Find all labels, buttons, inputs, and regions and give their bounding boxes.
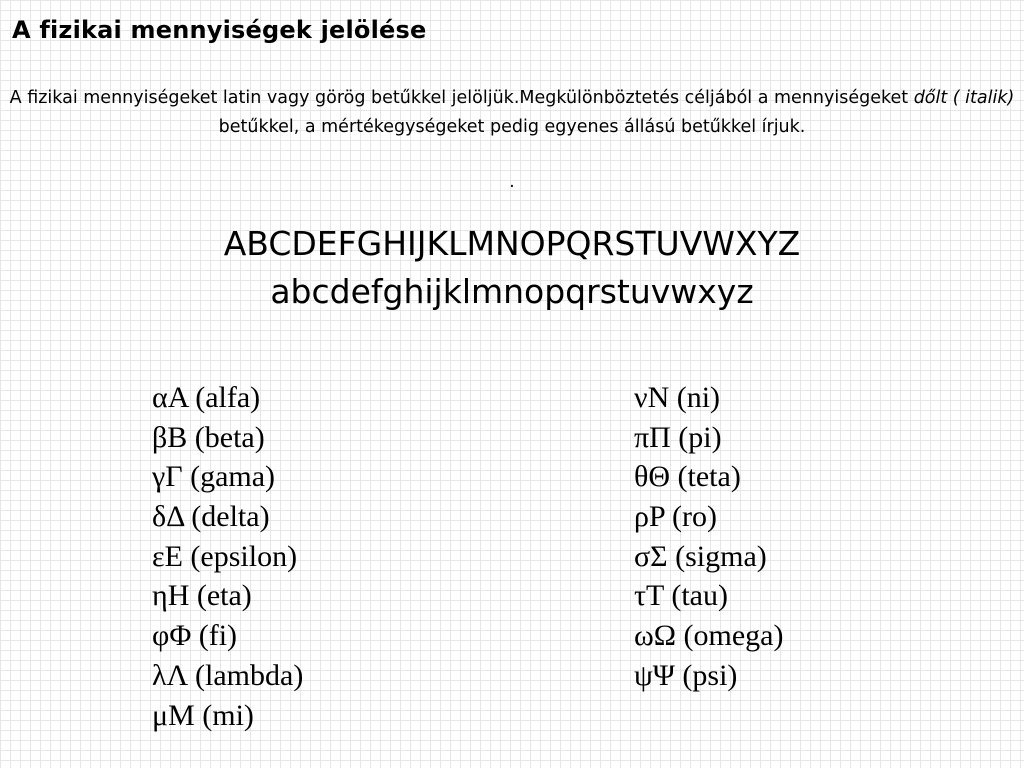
latin-lowercase-alphabet: abcdefghijklmnopqrstuvwxyz xyxy=(270,272,754,311)
greek-letter-sigma: σΣ (sigma) xyxy=(634,539,767,573)
greek-letter-fi: φΦ (fi) xyxy=(152,619,238,653)
greek-letter-eta: ηH (eta) xyxy=(152,579,252,613)
page-title: A fizikai mennyiségek jelölése xyxy=(12,16,427,44)
greek-letter-delta: δΔ (delta) xyxy=(152,500,270,534)
intro-dot: . xyxy=(509,172,515,192)
greek-letter-tau: τT (tau) xyxy=(634,579,728,613)
greek-letter-pi: πΠ (pi) xyxy=(634,420,722,454)
greek-letter-omega: ωΩ (omega) xyxy=(634,619,784,653)
greek-letter-psi: ψΨ (psi) xyxy=(634,658,738,692)
intro-text-end: betűkkel, a mértékegységeket pedig egyenes állású betűkkel írjuk. xyxy=(218,117,806,137)
greek-letters-right-column xyxy=(634,378,784,696)
intro-text-start: A fizikai mennyiségeket latin vagy görög betűkkel jelöljük.Megkülönböztetés céljából a mennyiségeket xyxy=(9,88,914,108)
greek-letter-mi: μM (mi) xyxy=(152,698,254,732)
greek-letters-left-column xyxy=(152,378,303,735)
intro-paragraph xyxy=(8,84,1016,142)
greek-letter-lambda: λΛ (lambda) xyxy=(152,658,304,692)
greek-letter-ni: νN (ni) xyxy=(634,381,721,414)
greek-letter-beta: βB (beta) xyxy=(152,420,265,454)
greek-letter-teta: θΘ (teta) xyxy=(634,460,741,494)
greek-letter-epsilon: εE (epsilon) xyxy=(152,539,298,573)
latin-uppercase-alphabet: ABCDEFGHIJKLMNOPQRSTUVWXYZ xyxy=(223,224,801,263)
greek-letter-gama: γΓ (gama) xyxy=(152,460,276,494)
intro-italic-text: dőlt ( italik) xyxy=(913,88,1015,108)
greek-letter-ro: ρP (ro) xyxy=(634,500,718,534)
greek-letter-alfa: αA (alfa) xyxy=(152,381,261,414)
